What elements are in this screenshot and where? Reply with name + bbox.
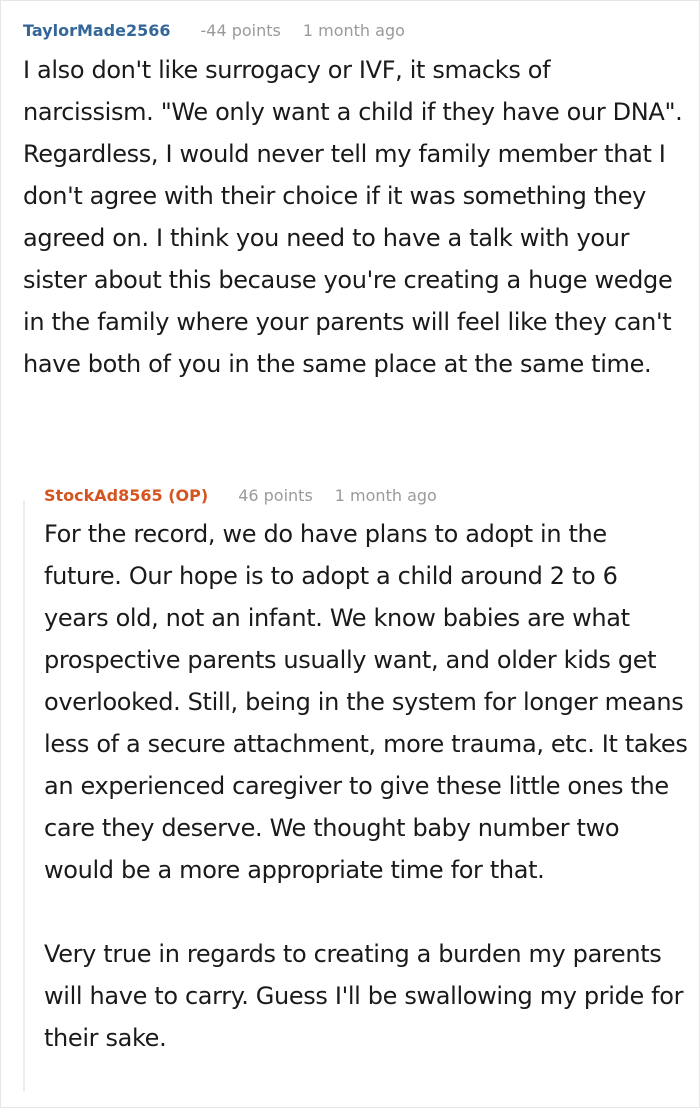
comment-timestamp: 1 month ago <box>302 21 405 40</box>
reply-paragraph: Very true in regards to creating a burden my parents will have to carry. Guess I'll be swallowing my pride for their sake. <box>44 940 684 1052</box>
reply-points: 46 points <box>238 486 313 505</box>
comment-body <box>23 49 683 385</box>
reply-meta <box>44 486 437 505</box>
comment-points: -44 points <box>200 21 281 40</box>
reply-thread-line[interactable] <box>23 501 25 1091</box>
reply-timestamp: 1 month ago <box>334 486 437 505</box>
reply-author[interactable]: StockAd8565 (OP) <box>44 486 209 505</box>
reply-paragraph: For the record, we do have plans to adopt in the future. Our hope is to adopt a child around 2 to 6 years old, not an infant. We know babies are what prospective parents usually want, and older kids get overlooked. Still, being in the system for longer means less of a secure attachment, more trauma, etc. It takes an experienced caregiver to give these little ones the care they deserve. We thought baby number two would be a more appropriate time for that. <box>44 520 688 884</box>
comment-paragraph: I also don't like surrogacy or IVF, it smacks of narcissism. "We only want a child if they have our DNA". Regardless, I would never tell my family member that I don't agree with their choice if it was something they agreed on. I think you need to have a talk with your sister about this because you're creating a huge wedge in the family where your parents will feel like they can't have both of you in the same place at the same time. <box>23 56 683 378</box>
reply-body <box>44 513 689 1059</box>
comment-author[interactable]: TaylorMade2566 <box>23 21 171 40</box>
comment-meta <box>23 21 405 40</box>
